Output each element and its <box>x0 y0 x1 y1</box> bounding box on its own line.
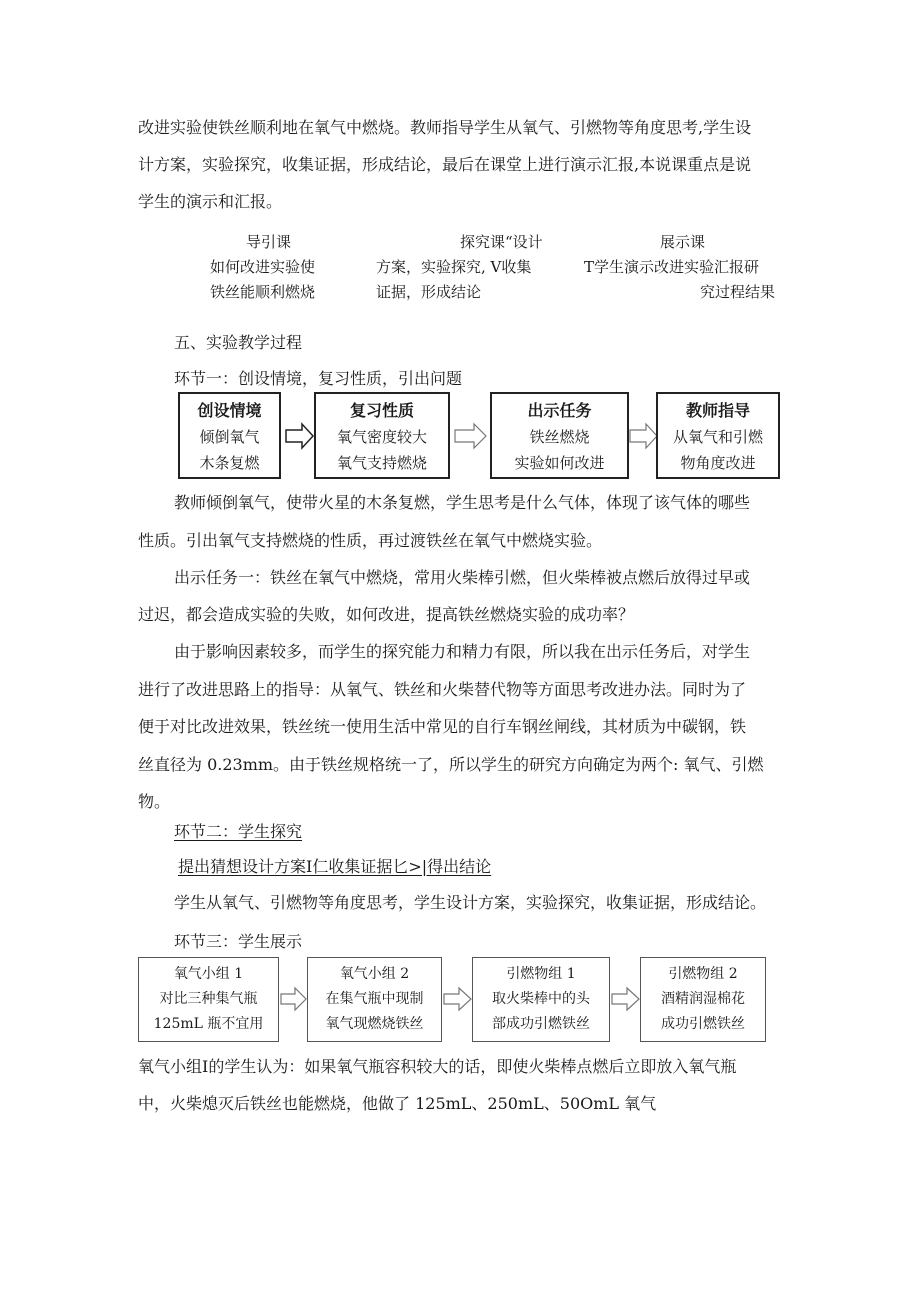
text-line: 进行了改进思路上的指导：从氧气、铁丝和火柴替代物等方面思考改进办法。同时为了 <box>138 680 747 699</box>
section-title: 五、实验教学过程 <box>174 333 303 352</box>
text-line: 计方案，实验探究，收集证据，形成结论，最后在课堂上进行演示汇报,本说课重点是说 <box>138 155 752 174</box>
box-line: 取火柴棒中的头 <box>492 991 590 1007</box>
box-line: 木条复燃 <box>199 454 260 472</box>
text-line: 便于对比改进效果，铁丝统一使用生活中常见的自行车钢丝闸线，其材质为中碳钢，铁 <box>138 717 747 736</box>
right-arrow-icon <box>612 987 640 1011</box>
stage3-title: 环节三：学生展示 <box>174 932 303 951</box>
box-line: 酒精润湿棉花 <box>661 991 745 1007</box>
box-line: 从氧气和引燃 <box>672 428 763 446</box>
box-line: 倾倒氧气 <box>199 428 260 446</box>
text-line: 丝直径为 0.23mm。由于铁丝规格统一了，所以学生的研究方向确定为两个: 氧气、引燃 <box>138 755 764 774</box>
box-line: 实验如何改进 <box>514 454 605 472</box>
text-line: 物。 <box>138 792 171 811</box>
flow-col1-line: 铁丝能顺利燃烧 <box>210 283 316 301</box>
flow-col3-line: 究过程结果 <box>700 283 776 301</box>
text-line: 氧气小组I的学生认为：如果氧气瓶容积较大的话，即使火柴棒点燃后立即放入氧气瓶 <box>138 1057 737 1076</box>
flow-col1-line: 如何改进实验使 <box>210 258 316 276</box>
flow-box-oxygen-group-1 <box>138 957 279 1042</box>
right-arrow-icon <box>286 423 314 449</box>
text-line: 由于影响因素较多，而学生的探究能力和精力有限，所以我在出示任务后，对学生 <box>174 642 751 661</box>
flow-box-teacher-guide <box>656 392 780 479</box>
flow-col3-line: T学生演示改进实验汇报研 <box>584 258 760 276</box>
box-line: 氧气支持燃烧 <box>336 454 427 472</box>
stage2-flow: 提出猜想设计方案I仁收集证据匕>|得出结论 <box>178 857 492 876</box>
box-line: 对比三种集气瓶 <box>159 991 258 1007</box>
text-line: 中，火柴熄灭后铁丝也能燃烧，他做了 125mL、250mL、50OmL 氧气 <box>138 1094 657 1113</box>
flow-box-igniter-group-2 <box>640 957 766 1042</box>
flow-box-create-situation <box>178 392 281 479</box>
box-heading: 复习性质 <box>349 401 414 420</box>
box-line: 引燃物组 1 <box>506 966 576 982</box>
box-line: 物角度改进 <box>680 454 756 472</box>
box-heading: 教师指导 <box>685 401 750 420</box>
box-heading: 出示任务 <box>527 401 592 420</box>
flow-box-igniter-group-1 <box>472 957 610 1042</box>
box-line: 氧气现燃烧铁丝 <box>325 1016 424 1032</box>
flow-box-oxygen-group-2 <box>307 957 442 1042</box>
box-heading: 创设情境 <box>197 401 262 420</box>
flow-box-show-task <box>490 392 629 479</box>
right-arrow-icon <box>455 423 487 449</box>
flow-box-review-properties <box>314 392 450 479</box>
box-line: 成功引燃铁丝 <box>661 1016 745 1032</box>
flow-col2-title: 探究课“设计 <box>460 233 543 251</box>
right-arrow-icon <box>630 423 658 449</box>
right-arrow-icon <box>444 987 472 1011</box>
box-line: 氧气小组 1 <box>173 966 244 982</box>
right-arrow-icon <box>281 987 307 1011</box>
box-line: 部成功引燃铁丝 <box>492 1016 590 1032</box>
text-line: 学生的演示和汇报。 <box>138 192 283 211</box>
box-line: 在集气瓶中现制 <box>325 991 424 1007</box>
text-line: 性质。引出氧气支持燃烧的性质，再过渡铁丝在氧气中燃烧实验。 <box>138 531 603 550</box>
box-line: 引燃物组 2 <box>668 966 738 982</box>
text-line: 过迟，都会造成实验的失败，如何改进，提高铁丝燃烧实验的成功率？ <box>138 605 635 624</box>
text-line: 改进实验使铁丝顺利地在氧气中燃烧。教师指导学生从氧气、引燃物等角度思考,学生设 <box>138 118 752 137</box>
box-line: 氧气小组 2 <box>339 966 410 982</box>
flow-col2-line: 证据，形成结论 <box>376 283 482 301</box>
box-line: 125mL 瓶不宜用 <box>153 1016 264 1032</box>
text-line: 出示任务一：铁丝在氧气中燃烧，常用火柴棒引燃，但火柴棒被点燃后放得过早或 <box>174 568 751 587</box>
flow-col1-title: 导引课 <box>246 233 292 251</box>
stage1-title: 环节一：创设情境，复习性质，引出问题 <box>174 369 463 388</box>
box-line: 氧气密度较大 <box>336 428 427 446</box>
box-line: 铁丝燃烧 <box>529 428 590 446</box>
flow-col2-line: 方案，实验探究, V收集 <box>376 258 532 276</box>
text-line: 教师倾倒氧气，使带火星的木条复燃，学生思考是什么气体，体现了该气体的哪些 <box>174 493 751 512</box>
flow-col3-title: 展示课 <box>660 233 706 251</box>
stage2-title: 环节二：学生探究 <box>174 822 303 841</box>
text-line: 学生从氧气、引燃物等角度思考，学生设计方案，实验探究，收集证据，形成结论。 <box>174 893 767 912</box>
